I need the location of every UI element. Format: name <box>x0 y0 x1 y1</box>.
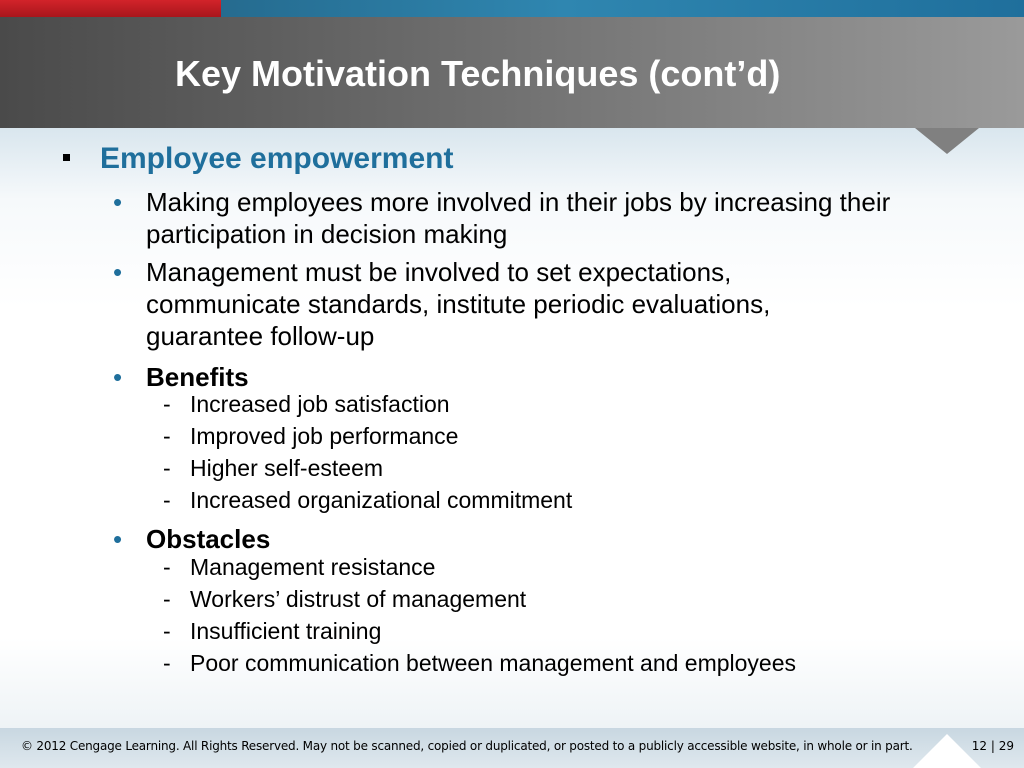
obstacle-item: Management resistance <box>190 554 436 580</box>
bullet-item-benefits: Benefits <box>146 362 249 392</box>
dash-marker: - <box>163 554 171 580</box>
benefit-item: Higher self-esteem <box>190 455 384 481</box>
page-current: 12 <box>971 739 988 753</box>
bullet-dot-icon: • <box>113 257 123 287</box>
copyright-notice: © 2012 Cengage Learning. All Rights Reserved. May not be scanned, copied or duplicated, or posted to a publicly accessible website, in whole or in part. <box>21 739 913 753</box>
dash-marker: - <box>163 455 171 481</box>
page-number <box>972 739 1014 753</box>
section-heading: Employee empowerment <box>100 142 454 175</box>
dash-marker: - <box>163 391 171 417</box>
bullet-item-obstacles: Obstacles <box>146 524 271 554</box>
dash-marker: - <box>163 618 171 644</box>
dash-marker: - <box>163 423 171 449</box>
page-total: 29 <box>998 739 1014 753</box>
bullet-dot-icon: • <box>113 362 123 392</box>
obstacle-item: Poor communication between management and employees <box>190 650 797 676</box>
obstacle-item: Workers’ distrust of management <box>190 586 527 612</box>
slide-title: Key Motivation Techniques (cont’d) <box>175 53 781 94</box>
obstacle-item: Insufficient training <box>190 618 382 644</box>
bullet-item-management: Management must be involved to set expectations, communicate standards, institute periodic evaluations, guarantee follow-up <box>146 257 771 351</box>
benefit-item: Improved job performance <box>190 423 459 449</box>
dash-marker: - <box>163 487 171 513</box>
bullet-dot-icon: • <box>113 187 123 217</box>
dash-marker: - <box>163 586 171 612</box>
bullet-item-involvement: Making employees more involved in their jobs by increasing their participation in decision making <box>146 187 891 249</box>
benefit-item: Increased job satisfaction <box>190 391 450 417</box>
dash-marker: - <box>163 650 171 676</box>
square-bullet-icon <box>63 154 70 161</box>
bullet-dot-icon: • <box>113 524 123 554</box>
benefit-item: Increased organizational commitment <box>190 487 573 513</box>
page-separator: | <box>990 739 995 753</box>
